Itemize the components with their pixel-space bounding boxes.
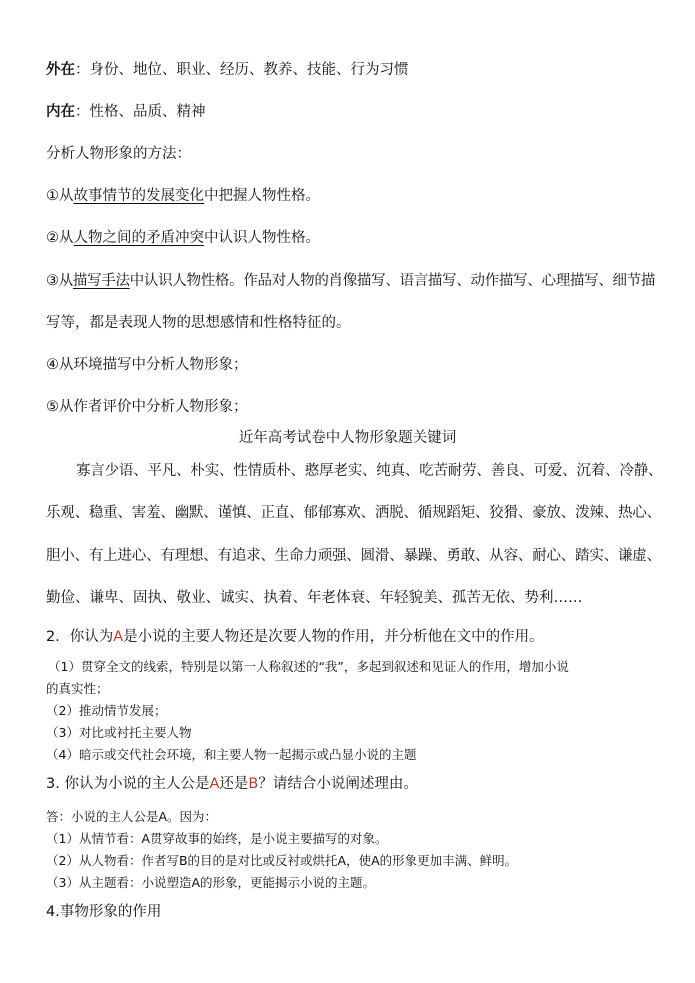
keywords-line-4: 勤俭、谦卑、固执、敬业、诚实、执着、年老体衰、年轻貌美、孤苦无依、势利…… bbox=[46, 590, 583, 606]
method-3-continued: 写等，都是表现人物的思想感情和性格特征的。 bbox=[46, 315, 351, 331]
method-1 bbox=[46, 186, 665, 206]
question-3-a: A bbox=[209, 776, 220, 792]
external-traits-line bbox=[46, 60, 665, 80]
q2-answer-3: （3）对比或衬托主要人物 bbox=[46, 725, 192, 740]
q2-answer-4: （4）暗示或交代社会环境，和主要人物一起揭示或凸显小说的主题 bbox=[46, 747, 417, 762]
q3-answer-intro: 答：小说的主人公是A。因为： bbox=[46, 809, 218, 824]
internal-label: 内在 bbox=[46, 104, 75, 120]
method-2-prefix: ②从 bbox=[46, 230, 74, 246]
method-1-underlined: 故事情节的发展变化 bbox=[73, 188, 204, 204]
question-3-b: B bbox=[248, 776, 259, 792]
method-2 bbox=[46, 228, 665, 248]
q3-answer-2: （2）从人物看：作者写B的目的是对比或反衬或烘托A，使A的形象更加丰满、鲜明。 bbox=[46, 853, 518, 868]
question-2-a: A bbox=[113, 629, 124, 645]
methods-heading: 分析人物形象的方法： bbox=[46, 146, 191, 162]
q2-answer-2: （2）推动情节发展； bbox=[46, 703, 167, 718]
keywords-line-2: 乐观、稳重、害羞、幽默、谨慎、正直、郁郁寡欢、洒脱、循规蹈矩、狡猾、豪放、泼辣、热心、 bbox=[46, 505, 661, 521]
question-2-prefix: 2．你认为 bbox=[46, 629, 114, 645]
question-3 bbox=[46, 774, 665, 794]
q3-answer-1: （1）从情节看：A贯穿故事的始终，是小说主要描写的对象。 bbox=[46, 831, 388, 846]
keywords-line-3: 胆小、有上进心、有理想、有追求、生命力顽强、圆滑、暴躁、勇敢、从容、耐心、踏实、谦虚、 bbox=[46, 548, 661, 564]
keywords-line-1: 寡言少语、平凡、朴实、性情质朴、憨厚老实、纯真、吃苦耐劳、善良、可爱、沉着、冷静、 bbox=[76, 463, 663, 479]
method-5: ⑤从作者评价中分析人物形象； bbox=[46, 399, 248, 415]
question-4: 4.事物形象的作用 bbox=[46, 904, 162, 920]
external-text: ：身份、地位、职业、经历、教养、技能、行为习惯 bbox=[75, 62, 409, 78]
question-2-text: 是小说的主要人物还是次要人物的作用，并分析他在文中的作用。 bbox=[123, 629, 544, 645]
method-4: ④从环境描写中分析人物形象； bbox=[46, 357, 248, 373]
method-2-suffix: 中认识人物性格。 bbox=[204, 230, 320, 246]
method-1-prefix: ①从 bbox=[46, 188, 74, 204]
method-3-suffix: 中认识人物性格。作品对人物的肖像描写、语言描写、动作描写、心理描写、细节描 bbox=[129, 273, 656, 289]
method-2-underlined: 人物之间的矛盾冲突 bbox=[73, 230, 204, 246]
internal-traits-line bbox=[46, 102, 665, 122]
method-3 bbox=[46, 271, 665, 291]
question-3-end: ？请结合小说阐述理由。 bbox=[258, 776, 418, 792]
internal-text: ：性格、品质、精神 bbox=[75, 104, 206, 120]
q2-answer-1-cont: 的真实性； bbox=[46, 681, 109, 696]
method-3-underlined: 描写手法 bbox=[72, 273, 130, 289]
question-2 bbox=[46, 627, 665, 647]
method-3-prefix: ③从 bbox=[46, 273, 73, 289]
q3-answer-3: （3）从主题看：小说塑造A的形象，更能揭示小说的主题。 bbox=[46, 875, 376, 890]
method-1-suffix: 中把握人物性格。 bbox=[204, 188, 320, 204]
external-label: 外在 bbox=[46, 62, 75, 78]
q2-answer-1: （1）贯穿全文的线索，特别是以第一人称叙述的“我”，多起到叙述和见证人的作用，增加小说 bbox=[48, 659, 569, 674]
question-3-mid: 还是 bbox=[219, 776, 249, 792]
keywords-title: 近年高考试卷中人物形象题关键词 bbox=[238, 430, 457, 446]
question-3-prefix: 3. 你认为小说的主人公是 bbox=[46, 776, 210, 792]
